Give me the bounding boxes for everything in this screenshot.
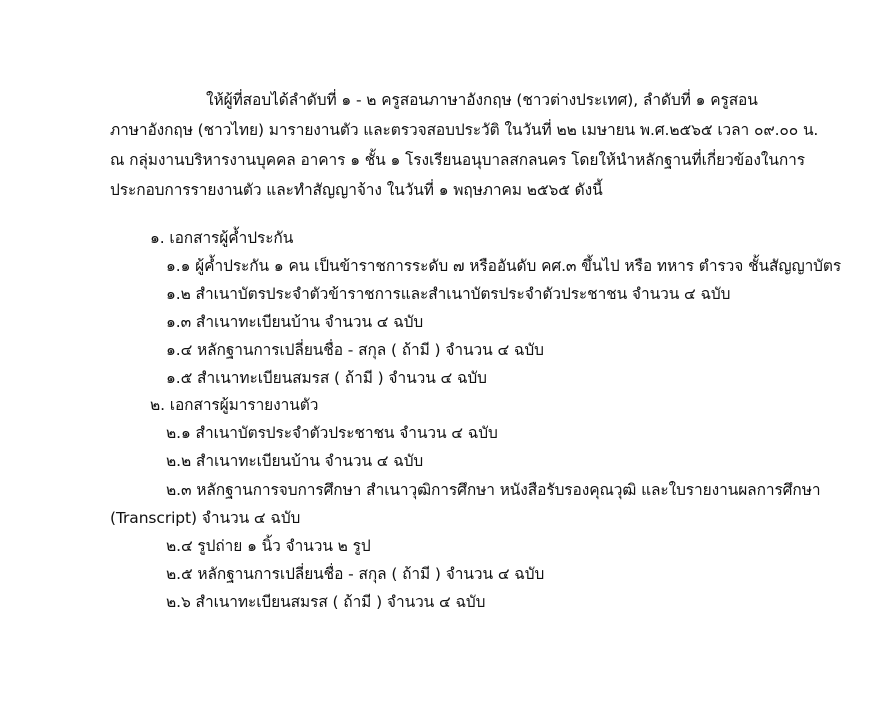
section-2-item-4: ๒.๔ รูปถ่าย ๑ นิ้ว จำนวน ๒ รูป <box>166 537 371 555</box>
intro-line-4: ประกอบการรายงานตัว และทำสัญญาจ้าง ในวันที่ ๑ พฤษภาคม ๒๕๖๕ ดังนี้ <box>110 181 603 199</box>
intro-line-3: ณ กลุ่มงานบริหารงานบุคคล อาคาร ๑ ชั้น ๑ โรงเรียนอนุบาลสกลนคร โดยให้นำหลักฐานที่เกี่ยวข้องในการ <box>110 151 805 169</box>
section-1-heading: ๑. เอกสารผู้ค้ำประกัน <box>150 229 294 247</box>
section-2-item-3-cont: (Transcript) จำนวน ๔ ฉบับ <box>110 509 301 527</box>
section-2-item-6: ๒.๖ สำเนาทะเบียนสมรส ( ถ้ามี ) จำนวน ๔ ฉบับ <box>166 593 486 611</box>
section-1-item-1: ๑.๑ ผู้ค้ำประกัน ๑ คน เป็นข้าราชการระดับ ๗ หรืออันดับ คศ.๓ ขึ้นไป หรือ ทหาร ตำรวจ ชั้นสัญญาบัตร <box>166 257 842 275</box>
intro-line-2: ภาษาอังกฤษ (ชาวไทย) มารายงานตัว และตรวจสอบประวัติ ในวันที่ ๒๒ เมษายน พ.ศ.๒๕๖๕ เวลา ๐๙.๐๐ น. <box>110 121 819 139</box>
section-1-item-4: ๑.๔ หลักฐานการเปลี่ยนชื่อ - สกุล ( ถ้ามี ) จำนวน ๔ ฉบับ <box>166 341 544 359</box>
section-2-heading: ๒. เอกสารผู้มารายงานตัว <box>150 396 319 414</box>
section-2-item-5: ๒.๕ หลักฐานการเปลี่ยนชื่อ - สกุล ( ถ้ามี ) จำนวน ๔ ฉบับ <box>166 565 545 583</box>
section-1-item-3: ๑.๓ สำเนาทะเบียนบ้าน จำนวน ๔ ฉบับ <box>166 313 424 331</box>
intro-line-1: ให้ผู้ที่สอบได้ลำดับที่ ๑ - ๒ ครูสอนภาษาอังกฤษ (ชาวต่างประเทศ), ลำดับที่ ๑ ครูสอน <box>206 91 758 109</box>
section-2-item-1: ๒.๑ สำเนาบัตรประจำตัวประชาชน จำนวน ๔ ฉบับ <box>166 424 498 442</box>
section-1-item-2: ๑.๒ สำเนาบัตรประจำตัวข้าราชการและสำเนาบัตรประจำตัวประชาชน จำนวน ๔ ฉบับ <box>166 285 731 303</box>
section-1-item-5: ๑.๕ สำเนาทะเบียนสมรส ( ถ้ามี ) จำนวน ๔ ฉบับ <box>166 369 487 387</box>
section-2-item-3: ๒.๓ หลักฐานการจบการศึกษา สำเนาวุฒิการศึกษา หนังสือรับรองคุณวุฒิ และใบรายงานผลการศึกษา <box>166 481 821 499</box>
section-2-item-2: ๒.๒ สำเนาทะเบียนบ้าน จำนวน ๔ ฉบับ <box>166 452 424 470</box>
